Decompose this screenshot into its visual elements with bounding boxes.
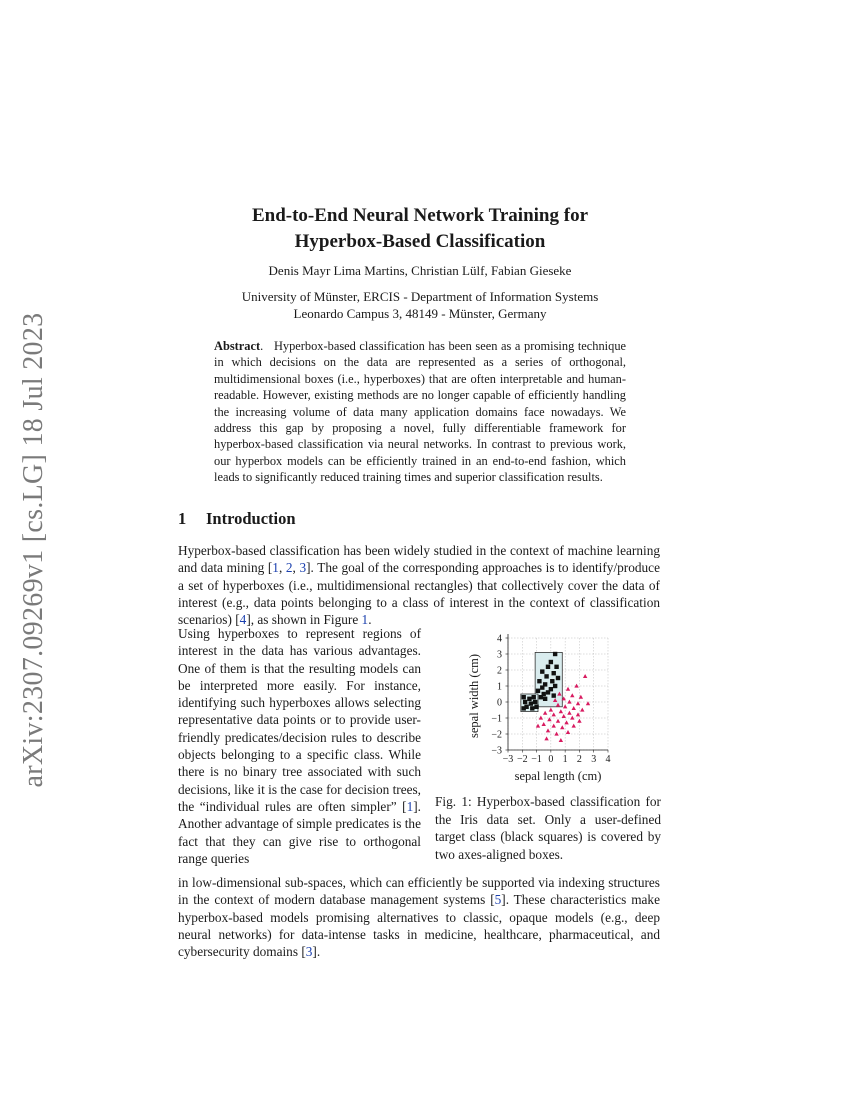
other-point-triangle xyxy=(572,724,576,728)
target-point-square xyxy=(543,697,547,701)
target-point-square xyxy=(533,700,537,704)
text-run: ]. The goal of the corresponding approaches is to identify/produce a set of hyperboxes (i.e., multidimensional rectangles) that collectively cover the data of interest (e.g., data points belonging to a class of interest in the context of classification scenarios) [ xyxy=(178,560,660,628)
target-point-square xyxy=(550,679,554,683)
abstract-text: Hyperbox-based classification has been seen as a promising technique in which decisions on the data are represented as a series of orthogonal, multidimensional boxes (i.e., hyperboxes) that are often interpretable and human-readable. However, existing methods are no longer capable of efficiently handling the increasing volume of data many application domains face nowadays. We address this gap by proposing a novel, fully differentiable framework for hyperbox-based classification via neural networks. In contrast to previous work, our hyperbox models can be efficiently trained in an end-to-end fashion, which leads to significantly reduced training times and superior classification results. xyxy=(214,339,627,485)
y-tick-label: −3 xyxy=(491,745,502,757)
affiliation xyxy=(150,288,690,322)
abstract: Abstract. Hyperbox-based classification has been seen as a promising technique in which decisions on the data are represented as a series of orthogonal, multidimensional boxes (i.e., hyperboxes) that are often interpretable and human-readable. However, existing methods are no longer capable of efficiently handling the increasing volume of data many application domains face nowadays. We address this gap by proposing a novel, fully differentiable framework for hyperbox-based classification via neural networks. In contrast to previous work, our hyperbox models can be efficiently trained in an end-to-end fashion, which leads to significantly reduced training times and superior classification results. xyxy=(214,339,627,485)
other-point-triangle xyxy=(566,687,570,691)
section-number: 1 xyxy=(178,509,187,528)
authors: Denis Mayr Lima Martins, Christian Lülf, Fabian Gieseke xyxy=(268,263,572,278)
target-point-square xyxy=(552,671,556,675)
figure-caption: Fig. 1: Hyperbox-based classification for the Iris data set. Only a user-defined target class (black squares) is covered by two axes-aligned boxes. xyxy=(435,794,661,862)
abstract-label: Abstract xyxy=(214,339,261,353)
text-run: Hyperbox-based classification has been widely studied in the context of machine learning and data mining [ xyxy=(178,543,660,576)
x-tick-label: 1 xyxy=(562,754,568,765)
other-point-triangle xyxy=(544,736,548,740)
target-point-square xyxy=(540,669,544,673)
section-heading xyxy=(178,509,296,529)
text-run: ]. xyxy=(312,944,321,960)
title-line-1: End-to-End Neural Network Training for xyxy=(251,205,589,226)
citation-link[interactable]: 4 xyxy=(239,612,247,628)
other-point-triangle xyxy=(552,724,556,728)
target-point-square xyxy=(553,684,557,688)
y-tick-label: 0 xyxy=(497,697,502,709)
text-run: ], as shown in Figure xyxy=(246,612,362,628)
y-tick-label: 1 xyxy=(497,681,502,693)
other-point-triangle xyxy=(552,712,556,716)
target-point-square xyxy=(536,689,540,693)
citation-link[interactable]: 1 xyxy=(272,560,279,576)
x-tick-label: 0 xyxy=(548,754,554,765)
target-point-square xyxy=(527,697,531,701)
other-point-triangle xyxy=(554,732,558,736)
other-point-triangle xyxy=(570,716,574,720)
other-point-triangle xyxy=(570,693,574,697)
other-point-triangle xyxy=(556,719,560,723)
y-tick-label: 2 xyxy=(497,665,502,677)
x-tick-label: −2 xyxy=(516,754,528,765)
other-point-triangle xyxy=(563,704,567,708)
target-point-square xyxy=(554,665,558,669)
other-point-triangle xyxy=(574,684,578,688)
other-point-triangle xyxy=(572,706,576,710)
y-tick-label: −1 xyxy=(491,713,502,725)
figure-reference-link[interactable]: 1 xyxy=(361,612,369,628)
other-point-triangle xyxy=(546,728,550,732)
target-point-square xyxy=(532,695,536,699)
text-run: . xyxy=(368,612,372,628)
other-point-triangle xyxy=(580,708,584,712)
target-point-square xyxy=(546,690,550,694)
target-point-square xyxy=(534,705,538,709)
text-run: ]. These characteristics make hyperbox-based models promising alternatives to classic, opaque models (e.g., deep neural networks) for data-intense tasks in medicine, healthcare, pharmaceutical, and cybersecurity domains [ xyxy=(178,892,660,960)
target-point-square xyxy=(540,685,544,689)
target-point-square xyxy=(544,674,548,678)
x-tick-label: 4 xyxy=(605,754,611,765)
citation-link[interactable]: 3 xyxy=(305,944,313,960)
y-axis-label: sepal width (cm) xyxy=(467,653,481,739)
paragraph-2 xyxy=(178,625,421,867)
other-point-triangle xyxy=(577,719,581,723)
title-line-2: Hyperbox-Based Classification xyxy=(294,231,546,252)
other-point-triangle xyxy=(583,674,587,678)
text-run: Using hyperboxes to represent regions of interest in the data has various advantages. One of them is that the resulting models can be interpreted more easily. For instance, identifying such hyperboxes allows selecting representative data points or to provide user-friendly predicates/decision rules to describe objects belonging to a specific class. While there is no binary tree associated with such decisions, like it is the case for decision trees, the “individual rules are often simpler” [ xyxy=(178,626,421,814)
target-point-square xyxy=(556,676,560,680)
x-tick-label: −1 xyxy=(531,754,542,765)
target-point-square xyxy=(523,700,527,704)
y-tick-label: 3 xyxy=(497,649,502,661)
paragraph-3 xyxy=(178,874,660,960)
target-point-square xyxy=(549,660,553,664)
other-point-triangle xyxy=(549,708,553,712)
text-run: ]. Another advantage of simple predicates is the fact that they can give rise to orthogonal range queries xyxy=(178,798,421,866)
citation-link[interactable]: 3 xyxy=(299,560,307,576)
other-point-triangle xyxy=(559,709,563,713)
target-point-square xyxy=(552,693,556,697)
affiliation-line-2: Leonardo Campus 3, 48149 - Münster, Germany xyxy=(293,306,547,321)
other-point-triangle xyxy=(566,730,570,734)
target-point-square xyxy=(522,706,526,710)
arxiv-id: arXiv:2307.09269v1 [cs.LG] 18 Jul 2023 xyxy=(18,312,49,788)
target-point-square xyxy=(553,652,557,656)
target-point-square xyxy=(529,701,533,705)
target-point-square xyxy=(546,665,550,669)
other-point-triangle xyxy=(567,700,571,704)
paper-title xyxy=(150,203,690,255)
other-point-triangle xyxy=(559,738,563,742)
section-title: Introduction xyxy=(206,509,296,528)
other-point-triangle xyxy=(560,725,564,729)
x-axis-label: sepal length (cm) xyxy=(514,769,602,783)
target-point-square xyxy=(537,679,541,683)
x-tick-label: 2 xyxy=(576,754,582,765)
scatter-chart xyxy=(436,628,636,788)
y-tick-label: −2 xyxy=(491,729,502,741)
citation-link[interactable]: 2 xyxy=(285,560,293,576)
target-point-square xyxy=(522,695,526,699)
text-run: in low-dimensional sub-spaces, which can efficiently be supported via indexing structures in the context of modern database management systems [ xyxy=(178,875,660,908)
affiliation-line-1: University of Münster, ERCIS - Department of Information Systems xyxy=(241,289,599,304)
citation-link[interactable]: 5 xyxy=(494,892,502,908)
citation-link[interactable]: 1 xyxy=(406,798,414,814)
target-point-square xyxy=(539,695,543,699)
x-tick-label: −3 xyxy=(502,754,514,765)
other-point-triangle xyxy=(543,711,547,715)
x-tick-label: 3 xyxy=(591,754,597,765)
paragraph-1: Hyperbox-based classification has been widely studied in the context of machine learning and data mining [1, 2, 3]. The goal of the corresponding approaches is to identify/produce a set of hyperboxes (i.e., multidimensional rectangles) that collectively cover the data of interest (e.g., data points belonging to a class of interest in the context of classification scenarios) [4], as shown in Figure 1. xyxy=(178,543,660,628)
figure-1 xyxy=(436,628,636,792)
other-point-triangle xyxy=(542,722,546,726)
other-point-triangle xyxy=(539,716,543,720)
y-tick-label: 4 xyxy=(497,633,502,645)
target-point-square xyxy=(530,706,534,710)
other-point-triangle xyxy=(567,711,571,715)
